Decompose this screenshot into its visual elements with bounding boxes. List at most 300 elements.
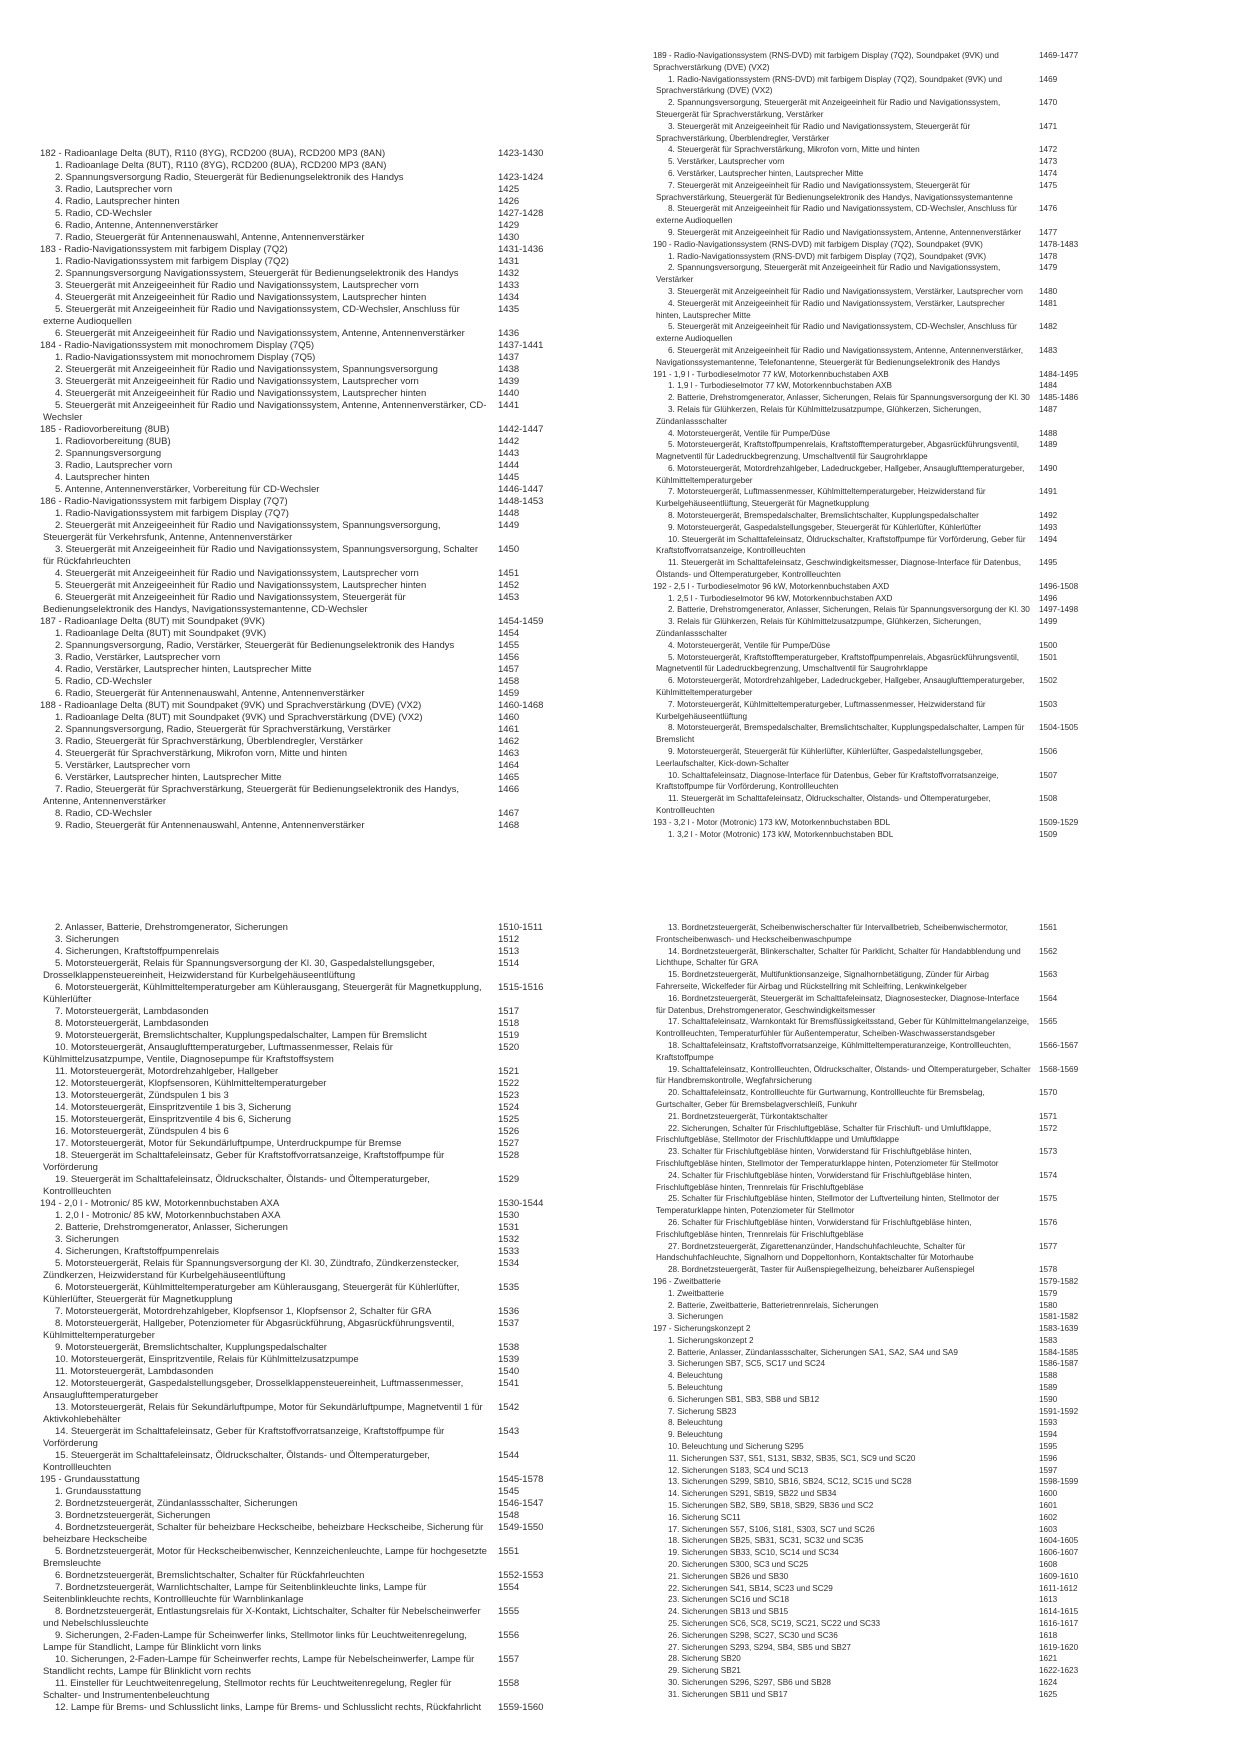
index-entry-pages: 1484-1495 xyxy=(1039,369,1079,379)
index-entry-pages: 1467 xyxy=(498,808,520,819)
index-entry xyxy=(40,784,556,808)
index-entry-pages: 1523 xyxy=(498,1090,520,1101)
index-entry-label: 12. Sicherungen S183, SC4 und SC13 xyxy=(668,1465,809,1475)
index-entry-pages: 1448-1453 xyxy=(498,496,544,507)
index-entry-pages: 1496-1508 xyxy=(1039,581,1079,591)
index-entry-pages: 1502 xyxy=(1039,676,1058,686)
index-entry-label: 187 - Radioanlage Delta (8UT) mit Soundpaket (9VK) xyxy=(40,616,265,627)
index-entry-label: 1. 3,2 l - Motor (Motronic) 173 kW, Motorkennbuchstaben BDL xyxy=(668,829,894,839)
index-entry xyxy=(653,593,1095,605)
index-entry-pages: 1536 xyxy=(498,1306,520,1317)
index-entry xyxy=(653,121,1095,145)
index-section-header xyxy=(40,1474,556,1486)
index-entry xyxy=(653,1488,1095,1500)
index-entry-label: 2. Steuergerät mit Anzeigeeinheit für Radio und Navigationssystem, Spannungsversorgung xyxy=(55,364,438,375)
index-entry xyxy=(653,1311,1095,1323)
index-entry-label: 9. Motorsteuergerät, Steuergerät für Kühlerlüfter, Kühlerlüfter, Gaspedalstellungsgeber, Leerlaufschalter, Kick-down-Schalter xyxy=(656,747,983,768)
index-entry xyxy=(653,463,1095,487)
index-entry-pages: 1539 xyxy=(498,1354,520,1365)
index-entry xyxy=(40,1042,556,1066)
index-entry-label: 23. Schalter für Frischluftgebläse hinten, Vorwiderstand für Frischluftgebläse hinten, Frischluftgebläse hinten, Stellmotor der Temperaturklappe hinten, Potenziometer für Stellmotor xyxy=(656,1147,999,1168)
index-entry xyxy=(40,676,556,688)
index-entry-label: 2. Spannungsversorgung, Radio, Verstärker, Steuergerät für Bedienungselektronik des Handys xyxy=(55,640,455,651)
index-entry-label: 6. Motorsteuergerät, Kühlmitteltemperaturgeber am Kühlerausgang, Steuergerät für Magnetkupplung, Kühlerlüfter xyxy=(43,982,482,1005)
index-entry-label: 2. Batterie, Zweitbatterie, Batterietrennrelais, Sicherungen xyxy=(668,1300,879,1310)
index-entry-pages: 1614-1615 xyxy=(1039,1607,1079,1617)
index-entry-pages: 1431 xyxy=(498,256,520,267)
index-entry-pages: 1596 xyxy=(1039,1453,1058,1463)
index-entry-label: 12. Lampe für Brems- und Schlusslicht links, Lampe für Brems- und Schlusslicht rechts, Rückfahrlicht xyxy=(55,1702,482,1713)
index-entry xyxy=(653,180,1095,204)
index-entry-label: 1. Radiovorbereitung (8UB) xyxy=(55,436,171,447)
index-entry-pages: 1457 xyxy=(498,664,520,675)
index-entry xyxy=(653,1524,1095,1536)
index-entry-pages: 1480 xyxy=(1039,286,1058,296)
index-entry-pages: 1469-1477 xyxy=(1039,51,1079,60)
index-entry-label: 19. Schalttafeleinsatz, Kontrollleuchten, Öldruckschalter, Ölstands- und Öltemperaturgeber, Schalter für Handbremskontrolle, Wegfahrsicherung xyxy=(656,1064,1031,1086)
index-entry-pages: 1524 xyxy=(498,1102,520,1113)
index-entry-pages: 1490 xyxy=(1039,463,1058,473)
index-entry-pages: 1478 xyxy=(1039,251,1058,261)
index-entry-pages: 1455 xyxy=(498,640,520,651)
index-entry xyxy=(653,1441,1095,1453)
index-entry-label: 27. Sicherungen S293, S294, SB4, SB5 und SB27 xyxy=(668,1642,851,1652)
index-entry-label: 3. Relais für Glühkerzen, Relais für Kühlmittelzusatzpumpe, Glühkerzen, Sicherungen, Zündanlassschalter xyxy=(656,404,982,426)
index-entry-pages: 1571 xyxy=(1039,1111,1058,1121)
index-entry xyxy=(653,486,1095,510)
index-entry-label: 190 - Radio-Navigationssystem (RNS-DVD) mit farbigem Display (7Q2), Soundpaket (9VK) xyxy=(653,239,983,249)
index-entry-pages: 1468 xyxy=(498,820,520,831)
index-entry-pages: 1444 xyxy=(498,460,520,471)
index-entry xyxy=(40,1318,556,1342)
index-entry xyxy=(653,1476,1095,1488)
index-entry-label: 11. Einsteller für Leuchtweitenregelung, Stellmotor rechts für Leuchtweitenregelung, Regler für Schalter- und Instrumentenbeleuchtung xyxy=(43,1678,452,1701)
index-entry xyxy=(653,156,1095,168)
index-entry-label: 2. Spannungsversorgung Navigationssystem, Steuergerät für Bedienungselektronik des Handys xyxy=(55,268,459,279)
index-entry xyxy=(653,392,1095,404)
index-entry-pages: 1525 xyxy=(498,1114,520,1125)
index-entry xyxy=(653,652,1095,676)
index-entry-label: 24. Sicherungen SB13 und SB15 xyxy=(668,1607,789,1617)
index-entry-label: 1. Radio-Navigationssystem mit farbigem Display (7Q2) xyxy=(55,256,289,267)
index-entry-pages: 1543 xyxy=(498,1426,520,1437)
index-entry-label: 26. Schalter für Frischluftgebläse hinten, Vorwiderstand für Frischluftgebläse hinten, Frischluftgebläse hinten, Trennrelais für Frischluftgebläse xyxy=(656,1217,972,1239)
index-entry-pages: 1549-1550 xyxy=(498,1522,544,1533)
index-entry-pages: 1563 xyxy=(1039,970,1058,980)
index-entry xyxy=(40,448,556,460)
index-entry-label: 15. Steuergerät im Schalttafeleinsatz, Öldruckschalter, Ölstands- und Öltemperaturgeber, Kontrollleuchten xyxy=(43,1450,430,1473)
index-entry-pages: 1540 xyxy=(498,1366,520,1377)
index-entry-label: 12. Motorsteuergerät, Gaspedalstellungsgeber, Drosselklappensteuereinheit, Luftmassenmesser, Ansauglufttemperaturgeber xyxy=(43,1378,464,1401)
index-entry-pages: 1454 xyxy=(498,628,520,639)
index-entry-label: 9. Motorsteuergerät, Gaspedalstellungsgeber, Steuergerät für Kühlerlüfter, Kühlerlüfter xyxy=(668,522,982,532)
index-entry xyxy=(40,1498,556,1510)
index-entry xyxy=(40,1150,556,1174)
index-section-header xyxy=(653,1323,1095,1335)
index-entry-label: 195 - Grundausstattung xyxy=(40,1474,140,1485)
index-entry-pages: 1495 xyxy=(1039,558,1058,568)
index-entry-label: 4. Bordnetzsteuergerät, Schalter für beheizbare Heckscheibe, beheizbare Heckscheibe, Sicherung für beheizbare Heckscheibe xyxy=(43,1522,484,1545)
index-entry-pages: 1475 xyxy=(1039,180,1058,190)
index-entry xyxy=(40,208,556,220)
index-entry-pages: 1493 xyxy=(1039,522,1058,532)
index-entry xyxy=(40,592,556,616)
index-entry xyxy=(40,1018,556,1030)
index-entry xyxy=(653,993,1095,1017)
index-entry xyxy=(40,364,556,376)
index-entry-label: 5. Steuergerät mit Anzeigeeinheit für Radio und Navigationssystem, Lautsprecher hinten xyxy=(55,580,427,591)
index-entry-pages: 1423-1424 xyxy=(498,172,544,183)
index-entry xyxy=(40,652,556,664)
index-entry-pages: 1576 xyxy=(1039,1217,1058,1227)
index-entry xyxy=(653,1606,1095,1618)
index-entry xyxy=(653,1394,1095,1406)
index-entry-label: 7. Sicherung SB23 xyxy=(668,1406,737,1416)
index-entry-pages: 1554 xyxy=(498,1582,520,1593)
index-entry-pages: 1577 xyxy=(1039,1241,1058,1251)
index-entry xyxy=(40,982,556,1006)
index-entry-label: 25. Schalter für Frischluftgebläse hinten, Stellmotor der Luftverteilung hinten, Stellmotor der Temperaturklappe hinten, Potenziometer für Stellmotor xyxy=(656,1194,1000,1216)
index-entry-label: 19. Steuergerät im Schalttafeleinsatz, Öldruckschalter, Ölstands- und Öltemperaturgeber, Kontrollleuchten xyxy=(43,1174,430,1197)
index-entry-pages: 1477 xyxy=(1039,227,1058,237)
index-entry xyxy=(653,1535,1095,1547)
index-entry-pages: 1619-1620 xyxy=(1039,1642,1079,1652)
index-entry-pages: 1469 xyxy=(1039,74,1058,84)
index-entry-label: 28. Sicherung SB20 xyxy=(668,1654,741,1664)
index-entry-label: 4. Steuergerät mit Anzeigeeinheit für Radio und Navigationssystem, Lautsprecher hinten xyxy=(55,292,427,303)
index-entry-label: 8. Radio, CD-Wechsler xyxy=(55,808,152,819)
index-entry-label: 8. Motorsteuergerät, Hallgeber, Potenziometer für Abgasrückführung, Abgasrückführungsventil, Kühlmitteltemperaturgeber xyxy=(43,1318,455,1341)
index-entry-pages: 1445 xyxy=(498,472,520,483)
index-entry-pages: 1622-1623 xyxy=(1039,1666,1079,1676)
index-entry xyxy=(653,1677,1095,1689)
index-entry-label: 182 - Radioanlage Delta (8UT), R110 (8YG), RCD200 (8UA), RCD200 MP3 (8AN) xyxy=(40,148,386,159)
index-entry-label: 11. Motorsteuergerät, Lambdasonden xyxy=(55,1366,214,1377)
index-entry xyxy=(40,1078,556,1090)
index-entry xyxy=(653,1040,1095,1064)
index-column-right-block-1 xyxy=(653,50,1095,840)
index-entry xyxy=(653,616,1095,640)
index-entry-label: 10. Steuergerät im Schalttafeleinsatz, Öldruckschalter, Kraftstoffpumpe für Vorförderung, Geber für Kraftstoffvorratsanzeige, Kontrollleuchten xyxy=(656,534,1026,556)
index-entry-pages: 1602 xyxy=(1039,1512,1058,1522)
index-entry-label: 10. Motorsteuergerät, Einspritzventile, Relais für Kühlmittelzusatzpumpe xyxy=(55,1354,359,1365)
index-entry-pages: 1494 xyxy=(1039,534,1058,544)
index-entry-label: 7. Radio, Steuergerät für Antennenauswahl, Antenne, Antennenverstärker xyxy=(55,232,365,243)
index-entry xyxy=(653,746,1095,770)
index-entry-label: 9. Radio, Steuergerät für Antennenauswahl, Antenne, Antennenverstärker xyxy=(55,820,365,831)
index-entry xyxy=(40,1450,556,1474)
index-entry xyxy=(653,1500,1095,1512)
index-entry-label: 1. Radio-Navigationssystem (RNS-DVD) mit farbigem Display (7Q2), Soundpaket (9VK) und Sprachverstärkung (DVE) (VX2) xyxy=(656,74,1002,96)
index-entry-label: 4. Steuergerät mit Anzeigeeinheit für Radio und Navigationssystem, Lautsprecher vorn xyxy=(55,568,419,579)
index-entry xyxy=(653,699,1095,723)
index-entry-pages: 1451 xyxy=(498,568,520,579)
index-section-header xyxy=(40,700,556,712)
index-entry-pages: 1513 xyxy=(498,946,520,957)
index-entry xyxy=(40,934,556,946)
index-entry xyxy=(40,508,556,520)
index-entry xyxy=(40,808,556,820)
index-entry xyxy=(40,1282,556,1306)
index-entry-label: 27. Bordnetzsteuergerät, Zigarettenanzünder, Handschuhfachleuchte, Schalter für Handschuhfachleuchte, Signalhorn und Doppeltonhorn, Kontaktschalter für Motorhaube xyxy=(656,1241,974,1263)
index-entry-label: 5. Radio, CD-Wechsler xyxy=(55,208,152,219)
index-entry-label: 14. Motorsteuergerät, Einspritzventile 1 bis 3, Sicherung xyxy=(55,1102,292,1113)
index-entry-pages: 1492 xyxy=(1039,511,1058,521)
index-entry xyxy=(653,1417,1095,1429)
index-section-header xyxy=(40,1198,556,1210)
index-entry-pages: 1562 xyxy=(1039,946,1058,956)
index-entry xyxy=(653,345,1095,369)
index-entry xyxy=(653,428,1095,440)
index-entry-pages: 1545 xyxy=(498,1486,520,1497)
index-entry xyxy=(40,484,556,496)
index-entry-pages: 1474 xyxy=(1039,168,1058,178)
index-entry-pages: 1528 xyxy=(498,1150,520,1161)
index-entry-label: 11. Steuergerät im Schalttafeleinsatz, Geschwindigkeitsmesser, Diagnose-Interface für Datenbus, Ölstands- und Öltemperaturgeber, Kontrollleuchten xyxy=(656,558,1021,580)
index-entry-pages: 1450 xyxy=(498,544,520,555)
index-entry xyxy=(653,1146,1095,1170)
index-entry-label: 7. Bordnetzsteuergerät, Warnlichtschalter, Lampe für Seitenblinkleuchte links, Lampe für Seitenblinkleuchte rechts, Kontrollleuchte für Warnblinkanlage xyxy=(43,1582,427,1605)
index-entry-pages: 1425 xyxy=(498,184,520,195)
index-entry-pages: 1579 xyxy=(1039,1288,1058,1298)
index-entry-pages: 1618 xyxy=(1039,1630,1058,1640)
index-entry-pages: 1439 xyxy=(498,376,520,387)
index-entry-pages: 1433 xyxy=(498,280,520,291)
index-entry-label: 6. Steuergerät mit Anzeigeeinheit für Radio und Navigationssystem, Antenne, Antennenverstärker, Navigationssystemantenne, Telefonantenne, Steuergerät für Bedienungselektronik des Handys xyxy=(656,345,1024,367)
index-entry xyxy=(40,1258,556,1282)
index-entry-pages: 1603 xyxy=(1039,1524,1058,1534)
index-entry-pages: 1488 xyxy=(1039,428,1058,438)
index-entry-label: 2. Anlasser, Batterie, Drehstromgenerator, Sicherungen xyxy=(55,922,288,933)
index-entry-pages: 1548 xyxy=(498,1510,520,1521)
index-entry xyxy=(653,675,1095,699)
index-entry-label: 10. Sicherungen, 2-Faden-Lampe für Scheinwerfer rechts, Lampe für Nebelscheinwerfer, Lampe für Standlicht rechts, Lampe für Blinklicht vorn rechts xyxy=(43,1654,475,1677)
index-entry-label: 2. Spannungsversorgung, Radio, Steuergerät für Sprachverstärkung, Verstärker xyxy=(55,724,391,735)
index-entry xyxy=(653,1429,1095,1441)
index-entry xyxy=(40,1426,556,1450)
index-entry-pages: 1500 xyxy=(1039,640,1058,650)
index-entry-label: 193 - 3,2 l - Motor (Motronic) 173 kW, Motorkennbuchstaben BDL xyxy=(653,817,891,827)
index-entry xyxy=(40,328,556,340)
index-entry xyxy=(653,1583,1095,1595)
index-entry-label: 6. Radio, Steuergerät für Antennenauswahl, Antenne, Antennenverstärker xyxy=(55,688,365,699)
index-entry-pages: 1497-1498 xyxy=(1039,605,1079,615)
index-entry-pages: 1448 xyxy=(498,508,520,519)
index-entry-label: 18. Steuergerät im Schalttafeleinsatz, Geber für Kraftstoffvorratsanzeige, Kraftstoffpumpe für Vorförderung xyxy=(43,1150,445,1173)
index-entry-label: 3. Steuergerät mit Anzeigeeinheit für Radio und Navigationssystem, Lautsprecher vorn xyxy=(55,280,419,291)
index-entry-label: 2. Bordnetzsteuergerät, Zündanlassschalter, Sicherungen xyxy=(55,1498,298,1509)
index-entry-label: 194 - 2,0 l - Motronic/ 85 kW, Motorkennbuchstaben AXA xyxy=(40,1198,280,1209)
index-entry xyxy=(40,1402,556,1426)
index-entry xyxy=(40,268,556,280)
index-entry-label: 21. Bordnetzsteuergerät, Türkontaktschalter xyxy=(668,1111,828,1121)
index-entry-pages: 1499 xyxy=(1039,617,1058,627)
index-entry xyxy=(40,184,556,196)
index-entry-pages: 1489 xyxy=(1039,440,1058,450)
index-section-header xyxy=(653,50,1095,74)
index-entry xyxy=(40,1306,556,1318)
index-entry-label: 3. Sicherungen xyxy=(55,1234,119,1245)
index-entry-pages: 1456 xyxy=(498,652,520,663)
index-entry-pages: 1590 xyxy=(1039,1394,1058,1404)
index-column-left-block-2 xyxy=(40,922,556,1714)
index-entry-label: 192 - 2,5 l - Turbodieselmotor 96 kW, Motorkennbuchstaben AXD xyxy=(653,581,890,591)
index-entry xyxy=(653,227,1095,239)
index-entry xyxy=(40,1174,556,1198)
index-entry-pages: 1465 xyxy=(498,772,520,783)
index-entry xyxy=(653,534,1095,558)
index-entry-label: 20. Sicherungen S300, SC3 und SC25 xyxy=(668,1560,809,1570)
index-entry xyxy=(653,1453,1095,1465)
index-entry-label: 7. Motorsteuergerät, Lambdasonden xyxy=(55,1006,209,1017)
index-entry-label: 4. Motorsteuergerät, Ventile für Pumpe/Düse xyxy=(668,640,831,650)
index-entry-pages: 1454-1459 xyxy=(498,616,544,627)
index-entry-label: 3. Radio, Steuergerät für Sprachverstärkung, Überblendregler, Verstärker xyxy=(55,736,363,747)
index-entry-pages: 1436 xyxy=(498,328,520,339)
index-entry xyxy=(653,1382,1095,1394)
index-entry-pages: 1601 xyxy=(1039,1501,1058,1511)
index-entry-label: 2. Batterie, Anlasser, Zündanlassschalter, Sicherungen SA1, SA2, SA4 und SA9 xyxy=(668,1347,958,1357)
index-entry-label: 11. Motorsteuergerät, Motordrehzahlgeber, Hallgeber xyxy=(55,1066,279,1077)
index-entry-label: 22. Sicherungen, Schalter für Frischluftgebläse, Schalter für Frischluft- und Umluftklappe, Frischluftgebläse, Stellmotor der Frischluftklappe und Umluftklappe xyxy=(656,1123,992,1145)
index-entry-label: 3. Radio, Lautsprecher vorn xyxy=(55,460,173,471)
index-entry xyxy=(40,1114,556,1126)
index-section-header xyxy=(653,369,1095,381)
index-entry xyxy=(40,460,556,472)
index-entry-pages: 1545-1578 xyxy=(498,1474,544,1485)
index-entry xyxy=(40,280,556,292)
index-entry xyxy=(653,1665,1095,1677)
index-entry-pages: 1481 xyxy=(1039,298,1058,308)
index-entry-label: 19. Sicherungen SB33, SC10, SC14 und SC34 xyxy=(668,1548,839,1558)
index-entry xyxy=(40,1654,556,1678)
index-entry-label: 6. Motorsteuergerät, Motordrehzahlgeber, Ladedruckgeber, Hallgeber, Ansauglufttemperaturgeber, Kühlmitteltemperaturgeber xyxy=(656,463,1025,485)
index-entry-pages: 1479 xyxy=(1039,263,1058,273)
index-entry-label: 6. Sicherungen SB1, SB3, SB8 und SB12 xyxy=(668,1394,820,1404)
index-entry xyxy=(653,1087,1095,1111)
index-entry-pages: 1438 xyxy=(498,364,520,375)
index-entry-pages: 1544 xyxy=(498,1450,520,1461)
index-entry xyxy=(653,1217,1095,1241)
index-entry-pages: 1443 xyxy=(498,448,520,459)
index-entry-pages: 1460-1468 xyxy=(498,700,544,711)
index-entry-label: 1. 2,0 l - Motronic/ 85 kW, Motorkennbuchstaben AXA xyxy=(55,1210,281,1221)
index-entry-pages: 1517 xyxy=(498,1006,520,1017)
index-entry-pages: 1426 xyxy=(498,196,520,207)
index-entry xyxy=(653,1571,1095,1583)
index-entry xyxy=(653,251,1095,263)
index-entry-label: 24. Schalter für Frischluftgebläse hinten, Vorwiderstand für Frischluftgebläse hinten, Frischluftgebläse hinten, Trennrelais für Frischluftgebläse xyxy=(656,1170,972,1192)
index-entry-pages: 1578 xyxy=(1039,1265,1058,1275)
index-entry-label: 8. Steuergerät mit Anzeigeeinheit für Radio und Navigationssystem, CD-Wechsler, Anschluss für externe Audioquellen xyxy=(656,204,1017,226)
index-entry xyxy=(40,736,556,748)
index-entry-label: 6. Verstärker, Lautsprecher hinten, Lautsprecher Mitte xyxy=(55,772,282,783)
index-entry-label: 13. Sicherungen S299, SB10, SB16, SB24, SC12, SC15 und SC28 xyxy=(668,1477,912,1487)
index-entry xyxy=(40,388,556,400)
index-entry-pages: 1509 xyxy=(1039,829,1058,839)
index-entry-pages: 1541 xyxy=(498,1378,520,1389)
index-entry-pages: 1446-1447 xyxy=(498,484,544,495)
index-entry-pages: 1559-1560 xyxy=(498,1702,544,1713)
index-entry-pages: 1460 xyxy=(498,712,520,723)
index-entry-label: 7. Motorsteuergerät, Motordrehzahlgeber, Klopfsensor 1, Klopfsensor 2, Schalter für GRA xyxy=(55,1306,432,1317)
index-entry xyxy=(653,1689,1095,1701)
index-entry-label: 17. Motorsteuergerät, Motor für Sekundärluftpumpe, Unterdruckpumpe für Bremse xyxy=(55,1138,402,1149)
index-entry xyxy=(40,724,556,736)
index-entry-pages: 1566-1567 xyxy=(1039,1040,1079,1050)
index-entry-label: 5. Radio, CD-Wechsler xyxy=(55,676,152,687)
index-entry-pages: 1442-1447 xyxy=(498,424,544,435)
index-section-header xyxy=(653,239,1095,251)
index-entry-label: 15. Sicherungen SB2, SB9, SB18, SB29, SB36 und SC2 xyxy=(668,1501,874,1511)
index-entry xyxy=(653,722,1095,746)
index-entry-label: 4. Steuergerät mit Anzeigeeinheit für Radio und Navigationssystem, Lautsprecher hinten xyxy=(55,388,427,399)
index-entry-pages: 1472 xyxy=(1039,145,1058,155)
index-entry-pages: 1608 xyxy=(1039,1560,1058,1570)
index-entry-label: 188 - Radioanlage Delta (8UT) mit Soundpaket (9VK) und Sprachverstärkung (DVE) (VX2) xyxy=(40,700,422,711)
index-entry xyxy=(40,958,556,982)
index-entry-label: 18. Sicherungen SB25, SB31, SC31, SC32 und SC35 xyxy=(668,1536,864,1546)
index-entry-pages: 1584-1585 xyxy=(1039,1347,1079,1357)
index-entry-label: 6. Motorsteuergerät, Kühlmitteltemperaturgeber am Kühlerausgang, Steuergerät für Kühlerlüfter, Kühlerlüfter, Steuergerät für Magnetkupplung xyxy=(43,1282,460,1305)
index-section-header xyxy=(40,148,556,160)
index-entry xyxy=(653,1064,1095,1088)
index-entry-pages: 1435 xyxy=(498,304,520,315)
index-entry-pages: 1533 xyxy=(498,1246,520,1257)
index-entry-pages: 1464 xyxy=(498,760,520,771)
index-entry xyxy=(40,664,556,676)
index-entry-label: 4. Radio, Lautsprecher hinten xyxy=(55,196,180,207)
index-entry-label: 14. Steuergerät im Schalttafeleinsatz, Geber für Kraftstoffvorratsanzeige, Kraftstoffpumpe für Vorförderung xyxy=(43,1426,445,1449)
index-entry-label: 12. Motorsteuergerät, Klopfsensoren, Kühlmitteltemperaturgeber xyxy=(55,1078,327,1089)
index-entry-label: 3. Steuergerät mit Anzeigeeinheit für Radio und Navigationssystem, Spannungsversorgung, Schalter für Rückfahrleuchten xyxy=(43,544,478,567)
index-entry-label: 7. Steuergerät mit Anzeigeeinheit für Radio und Navigationssystem, Steuergerät für Sprachverstärkung, Steuergerät für Bedienungselektronik des Handys, Navigationssystemantenne xyxy=(656,180,1013,202)
index-entry xyxy=(653,74,1095,98)
index-entry-pages: 1552-1553 xyxy=(498,1570,544,1581)
index-entry xyxy=(653,1512,1095,1524)
index-entry xyxy=(653,1370,1095,1382)
index-entry xyxy=(653,1594,1095,1606)
index-entry xyxy=(653,946,1095,970)
index-entry-pages: 1557 xyxy=(498,1654,520,1665)
index-entry-label: 1. Grundausstattung xyxy=(55,1486,142,1497)
index-entry xyxy=(40,1090,556,1102)
index-entry-label: 2. Spannungsversorgung xyxy=(55,448,162,459)
index-entry-label: 197 - Sicherungskonzept 2 xyxy=(653,1324,751,1334)
index-entry-label: 3. Bordnetzsteuergerät, Sicherungen xyxy=(55,1510,211,1521)
index-entry-label: 3. Radio, Lautsprecher vorn xyxy=(55,184,173,195)
index-entry xyxy=(40,1366,556,1378)
index-entry xyxy=(40,712,556,724)
index-entry-pages: 1434 xyxy=(498,292,520,303)
index-entry-label: 30. Sicherungen S296, S297, SB6 und SB28 xyxy=(668,1678,831,1687)
index-entry xyxy=(653,1111,1095,1123)
index-entry-pages: 1624 xyxy=(1039,1678,1058,1687)
index-entry-label: 16. Sicherung SC11 xyxy=(668,1512,741,1522)
index-entry-pages: 1521 xyxy=(498,1066,520,1077)
index-entry xyxy=(40,292,556,304)
index-entry-label: 13. Motorsteuergerät, Relais für Sekundärluftpumpe, Motor für Sekundärluftpumpe, Magnetventil 1 für Aktivkohlebehälter xyxy=(43,1402,483,1425)
index-entry xyxy=(40,1102,556,1114)
index-entry-pages: 1485-1486 xyxy=(1039,393,1079,403)
index-entry xyxy=(40,160,556,172)
index-entry xyxy=(40,400,556,424)
index-entry-label: 9. Sicherungen, 2-Faden-Lampe für Scheinwerfer links, Stellmotor links für Leuchtweitenregelung, Lampe für Standlicht, Lampe für Blinklicht vorn links xyxy=(43,1630,467,1653)
index-entry xyxy=(653,1630,1095,1642)
index-entry-pages: 1510-1511 xyxy=(498,922,543,933)
index-entry-pages: 1532 xyxy=(498,1234,520,1245)
index-entry-pages: 1580 xyxy=(1039,1300,1058,1310)
